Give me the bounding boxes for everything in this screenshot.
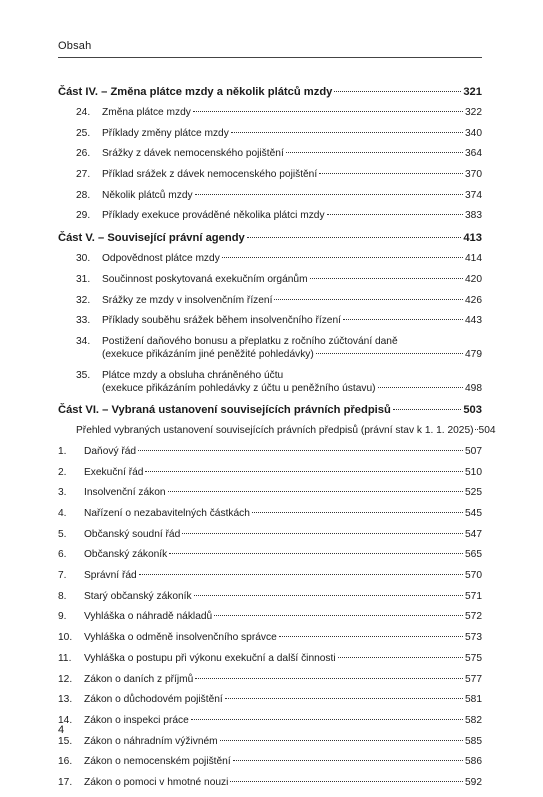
toc-entry[interactable] bbox=[58, 631, 482, 644]
leader-dots bbox=[195, 678, 463, 679]
entry-page: 479 bbox=[465, 348, 482, 360]
entry-page: 498 bbox=[465, 382, 482, 394]
toc-entry[interactable] bbox=[58, 294, 482, 307]
entry-title: Exekuční řád bbox=[84, 466, 144, 478]
entry-number: 27. bbox=[76, 169, 91, 181]
entry-title: Zákon o pomoci v hmotné nouzi bbox=[84, 776, 229, 788]
leader-dots bbox=[274, 299, 463, 300]
entry-title: Příklady změny plátce mzdy bbox=[102, 127, 229, 139]
entry-title-line2: (exekuce přikázáním pohledávky z účtu u peněžního ústavu) bbox=[102, 382, 376, 394]
leader-dots bbox=[194, 595, 463, 596]
leader-dots bbox=[378, 387, 463, 388]
entry-title-block bbox=[84, 507, 482, 520]
toc-entry[interactable] bbox=[58, 209, 482, 222]
leader-dots bbox=[145, 471, 463, 472]
entry-number: 14. bbox=[58, 714, 73, 726]
toc-entry[interactable] bbox=[58, 714, 482, 727]
entry-number: 9. bbox=[58, 611, 67, 623]
entry-title-block bbox=[102, 168, 482, 181]
toc-entry[interactable] bbox=[58, 735, 482, 748]
entry-page: 581 bbox=[465, 694, 482, 706]
entry-title-block bbox=[84, 735, 482, 748]
entry-number: 7. bbox=[58, 570, 67, 582]
entry-page: 507 bbox=[465, 445, 482, 457]
toc-entry[interactable] bbox=[58, 168, 482, 181]
entry-title: Příklady souběhu srážek během insolvenčního řízení bbox=[102, 315, 341, 327]
entry-page: 577 bbox=[465, 673, 482, 685]
entry-page: 573 bbox=[465, 632, 482, 644]
toc-entry[interactable] bbox=[58, 189, 482, 202]
toc-entry[interactable] bbox=[58, 693, 482, 706]
leader-dots bbox=[279, 636, 463, 637]
entry-page: 545 bbox=[465, 508, 482, 519]
leader-dots bbox=[138, 450, 463, 451]
entry-title-block bbox=[84, 466, 482, 479]
entry-page: 571 bbox=[465, 590, 482, 602]
entry-number: 32. bbox=[76, 294, 91, 306]
entry-title-block bbox=[102, 369, 482, 395]
entry-number: 3. bbox=[58, 487, 67, 499]
entry-page: 443 bbox=[465, 315, 482, 327]
entry-number: 12. bbox=[58, 673, 73, 685]
toc-entry[interactable] bbox=[58, 548, 482, 561]
entry-number: 13. bbox=[58, 694, 73, 706]
entry-page: 575 bbox=[465, 652, 482, 664]
entry-title-line2: (exekuce přikázáním jiné peněžité pohledávky) bbox=[102, 348, 314, 360]
leader-dots bbox=[139, 574, 463, 575]
entry-number: 16. bbox=[58, 756, 73, 768]
entry-title: Správní řád bbox=[84, 570, 137, 582]
entry-title-block bbox=[102, 189, 482, 202]
entry-page: 370 bbox=[465, 169, 482, 181]
entry-title: Změna plátce mzdy bbox=[102, 107, 191, 118]
toc-overview-entry[interactable] bbox=[58, 424, 496, 437]
toc-entry[interactable] bbox=[58, 755, 482, 768]
toc-part-v[interactable] bbox=[58, 230, 482, 252]
header-label: Obsah bbox=[58, 40, 92, 52]
entry-title-block bbox=[84, 693, 482, 706]
entry-number: 30. bbox=[76, 253, 91, 265]
entry-title: Občanský soudní řád bbox=[84, 528, 181, 540]
entry-title: Příklady exekuce prováděné několika plátci mzdy bbox=[102, 210, 325, 222]
entry-page: 586 bbox=[465, 756, 482, 768]
toc-entry[interactable] bbox=[58, 273, 482, 286]
entry-number: 24. bbox=[76, 107, 91, 118]
entry-title-block bbox=[84, 486, 482, 499]
entry-title-block bbox=[84, 652, 482, 665]
entry-page: 510 bbox=[465, 466, 482, 478]
entry-title: Zákon o důchodovém pojištění bbox=[84, 694, 223, 706]
toc-entry[interactable] bbox=[58, 569, 482, 582]
leader-dots bbox=[230, 781, 463, 782]
toc-entry[interactable] bbox=[58, 590, 482, 603]
entry-page: 582 bbox=[465, 714, 482, 726]
entry-number: 33. bbox=[76, 315, 91, 327]
entry-title: Plátce mzdy a obsluha chráněného účtu bbox=[102, 369, 284, 381]
entry-title: Zákon o daních z příjmů bbox=[84, 673, 194, 685]
entry-number: 10. bbox=[58, 632, 73, 644]
part-page: 413 bbox=[463, 232, 482, 245]
running-header bbox=[58, 40, 482, 58]
entry-title: Zákon o nemocenském pojištění bbox=[84, 756, 231, 768]
entry-page: 547 bbox=[465, 528, 482, 540]
toc-entry[interactable] bbox=[58, 252, 482, 265]
entry-number: 31. bbox=[76, 273, 91, 285]
entry-number: 25. bbox=[76, 127, 91, 139]
leader-dots bbox=[168, 491, 463, 492]
entry-title: Vyhláška o náhradě nákladů bbox=[84, 611, 213, 623]
leader-dots bbox=[286, 152, 463, 153]
entry-title: Daňový řád bbox=[84, 445, 137, 457]
entry-number: 34. bbox=[76, 335, 91, 347]
entry-page: 525 bbox=[465, 487, 482, 499]
leader-dots bbox=[225, 698, 463, 699]
toc-entry[interactable] bbox=[58, 486, 482, 499]
leader-dots bbox=[191, 719, 463, 720]
entry-number: 29. bbox=[76, 210, 91, 222]
leader-dots bbox=[319, 173, 463, 174]
part-title: Část V. – Související právní agendy bbox=[58, 232, 245, 245]
toc-entry[interactable] bbox=[58, 335, 482, 361]
entry-title: Vyhláška o odměně insolvenčního správce bbox=[84, 632, 277, 644]
toc-entry[interactable] bbox=[58, 445, 482, 458]
entry-title-block bbox=[102, 335, 482, 361]
toc-entry[interactable] bbox=[58, 466, 482, 479]
entry-number: 8. bbox=[58, 590, 67, 602]
entry-number: 15. bbox=[58, 735, 73, 747]
leader-dots bbox=[233, 760, 463, 761]
entry-page: 565 bbox=[465, 549, 482, 561]
leader-dots bbox=[393, 409, 461, 410]
entry-page: 414 bbox=[465, 253, 482, 265]
part-title: Část IV. – Změna plátce mzdy a několik plátců mzdy bbox=[58, 86, 333, 98]
entry-page: 420 bbox=[465, 273, 482, 285]
entry-title-block bbox=[84, 776, 482, 789]
leader-dots bbox=[182, 533, 463, 534]
table-of-contents bbox=[58, 84, 496, 797]
entry-title: Srážky ze mzdy v insolvenčním řízení bbox=[102, 294, 273, 306]
entry-title-block bbox=[102, 106, 482, 119]
entry-number: 5. bbox=[58, 528, 67, 540]
entry-page: 383 bbox=[465, 210, 482, 222]
entry-title-block bbox=[102, 209, 482, 222]
entry-title: Odpovědnost plátce mzdy bbox=[102, 253, 220, 265]
entry-number: 28. bbox=[76, 189, 91, 201]
entry-title: Srážky z dávek nemocenského pojištění bbox=[102, 148, 284, 160]
leader-dots bbox=[195, 194, 463, 195]
entry-title: Starý občanský zákoník bbox=[84, 590, 192, 602]
leader-dots bbox=[214, 615, 463, 616]
toc-entry[interactable] bbox=[58, 776, 482, 789]
part-page: 503 bbox=[463, 404, 482, 417]
leader-dots bbox=[252, 512, 463, 513]
toc-entry[interactable] bbox=[58, 507, 482, 520]
entry-title: Zákon o náhradním výživném bbox=[84, 735, 218, 747]
toc-entry[interactable] bbox=[58, 369, 482, 395]
leader-dots bbox=[338, 657, 463, 658]
overview-page: 504 bbox=[478, 425, 496, 437]
entry-page: 592 bbox=[465, 776, 482, 788]
entry-number: 6. bbox=[58, 549, 67, 561]
leader-dots bbox=[475, 429, 478, 430]
entry-page: 585 bbox=[465, 735, 482, 747]
entry-title: Občanský zákoník bbox=[84, 549, 168, 561]
toc-entry[interactable] bbox=[58, 314, 482, 327]
leader-dots bbox=[334, 91, 461, 92]
toc-entry[interactable] bbox=[58, 673, 482, 686]
entry-number: 1. bbox=[58, 445, 67, 457]
entry-title-block bbox=[84, 755, 482, 768]
leader-dots bbox=[343, 319, 463, 320]
entry-title-block bbox=[102, 147, 482, 160]
leader-dots bbox=[220, 740, 463, 741]
entry-title: Příklad srážek z dávek nemocenského pojištění bbox=[102, 169, 318, 181]
entry-number: 4. bbox=[58, 508, 67, 519]
leader-dots bbox=[316, 353, 463, 354]
entry-title-block bbox=[84, 569, 482, 582]
toc-part-iv[interactable] bbox=[58, 84, 482, 106]
entry-number: 26. bbox=[76, 148, 91, 160]
entry-page: 570 bbox=[465, 570, 482, 582]
leader-dots bbox=[222, 257, 463, 258]
entry-title-block bbox=[84, 714, 482, 727]
entry-title-block bbox=[84, 673, 482, 686]
entry-title-block bbox=[102, 314, 482, 327]
entry-title-block bbox=[102, 252, 482, 265]
entry-page: 426 bbox=[465, 294, 482, 306]
header-rule bbox=[58, 57, 482, 58]
entry-title-block bbox=[102, 294, 482, 307]
leader-dots bbox=[327, 214, 463, 215]
entry-number: 17. bbox=[58, 776, 73, 788]
entry-page: 322 bbox=[465, 107, 482, 118]
entry-title-continuation bbox=[102, 382, 482, 395]
entry-title: Nařízení o nezabavitelných částkách bbox=[84, 508, 250, 519]
part-title: Část VI. – Vybraná ustanovení souvisejících právních předpisů bbox=[58, 404, 391, 417]
entry-title-block bbox=[84, 528, 482, 541]
toc-entry[interactable] bbox=[58, 106, 482, 119]
leader-dots bbox=[231, 132, 463, 133]
leader-dots bbox=[169, 553, 463, 554]
entry-title: Postižení daňového bonusu a přeplatku z ročního zúčtování daně bbox=[102, 335, 398, 347]
entry-title-continuation bbox=[102, 348, 482, 361]
entry-title: Několik plátců mzdy bbox=[102, 189, 193, 201]
entry-title-block bbox=[102, 273, 482, 286]
overview-title: Přehled vybraných ustanovení souvisejících právních předpisů (právní stav k 1. 1. 2025) bbox=[76, 425, 474, 437]
entry-page: 572 bbox=[465, 611, 482, 623]
entry-page: 374 bbox=[465, 189, 482, 201]
toc-entry[interactable] bbox=[58, 652, 482, 665]
entry-title: Insolvenční zákon bbox=[84, 487, 166, 499]
entry-page: 364 bbox=[465, 148, 482, 160]
toc-entry[interactable] bbox=[58, 147, 482, 160]
entry-title-block bbox=[84, 590, 482, 603]
entry-title-block bbox=[84, 610, 482, 623]
entry-title: Vyhláška o postupu při výkonu exekuční a další činnosti bbox=[84, 652, 336, 664]
toc-part-vi[interactable] bbox=[58, 402, 482, 424]
entry-number: 2. bbox=[58, 466, 67, 478]
page-number: 4 bbox=[58, 724, 65, 736]
leader-dots bbox=[310, 278, 463, 279]
toc-entry[interactable] bbox=[58, 610, 482, 623]
entry-number: 35. bbox=[76, 369, 91, 381]
part-page: 321 bbox=[463, 86, 482, 98]
toc-entry[interactable] bbox=[58, 127, 482, 140]
entry-title-block bbox=[84, 445, 482, 458]
entry-number: 11. bbox=[58, 652, 72, 664]
toc-entry[interactable] bbox=[58, 528, 482, 541]
entry-title: Součinnost poskytovaná exekučním orgánům bbox=[102, 273, 308, 285]
entry-title-block bbox=[84, 548, 482, 561]
leader-dots bbox=[247, 237, 462, 238]
entry-title-block bbox=[102, 127, 482, 140]
entry-page: 340 bbox=[465, 127, 482, 139]
entry-title: Zákon o inspekci práce bbox=[84, 714, 189, 726]
entry-title-block bbox=[84, 631, 482, 644]
leader-dots bbox=[193, 111, 463, 112]
